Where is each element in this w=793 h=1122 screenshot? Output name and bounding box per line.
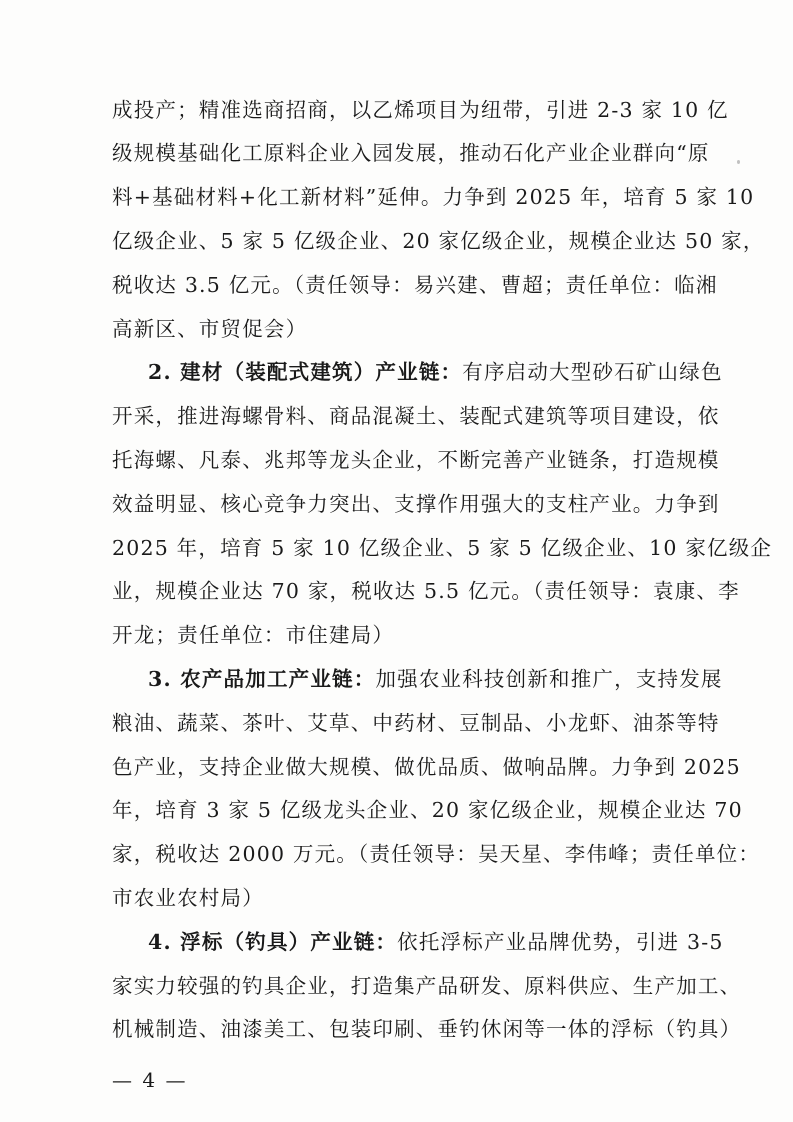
paragraph-line: 年，培育 3 家 5 亿级龙头企业、20 家亿级企业，规模企业达 70 [112,798,743,822]
section-first-line [148,667,723,691]
paragraph-line: 成投产；精准选商招商，以乙烯项目为纽带，引进 2-3 家 10 亿 [112,98,729,122]
section-text: 依托浮标产业品牌优势，引进 3-5 [397,930,724,954]
paragraph-line: 市农业农村局） [112,886,264,910]
section-first-line [148,360,723,384]
paragraph-line: 开采，推进海螺骨料、商品混凝土、装配式建筑等项目建设，依 [112,404,720,428]
paragraph-line: 开龙；责任单位：市住建局） [112,623,395,647]
paragraph-line: 机械制造、油漆美工、包装印刷、垂钓休闲等一体的浮标（钓具） [112,1017,742,1041]
section-text: 加强农业科技创新和推广，支持发展 [375,667,723,691]
paragraph-line: 粮油、蔬菜、茶叶、艾草、中药材、豆制品、小龙虾、油茶等特 [112,711,720,735]
paragraph-line: 业，规模企业达 70 家，税收达 5.5 亿元。（责任领导：袁康、李 [112,579,740,603]
section-text: 有序启动大型砂石矿山绿色 [462,360,723,384]
paragraph-line: 高新区、市贸促会） [112,317,308,341]
paragraph-line: 税收达 3.5 亿元。（责任领导：易兴建、曹超；责任单位：临湘 [112,273,718,297]
paragraph-line: 级规模基础化工原料企业入园发展，推动石化产业企业群向“原 [112,141,710,165]
paragraph-line: 家实力较强的钓具企业，打造集产品研发、原料供应、生产加工、 [112,974,742,998]
section-heading: 3. 农产品加工产业链： [148,667,376,691]
scan-speck [737,160,740,164]
paragraph-line: 效益明显、核心竞争力突出、支撑作用强大的支柱产业。力争到 [112,492,720,516]
paragraph-line: 2025 年，培育 5 家 10 亿级企业、5 家 5 亿级企业、10 家亿级企 [112,536,773,560]
paragraph-line: 色产业，支持企业做大规模、做优品质、做响品牌。力争到 2025 [112,755,741,779]
paragraph-line: 托海螺、凡泰、兆邦等龙头企业，不断完善产业链条，打造规模 [112,448,720,472]
page-number: — 4 — [112,1068,188,1092]
section-heading: 4. 浮标（钓具）产业链： [148,930,398,954]
section-heading: 2. 建材（装配式建筑）产业链： [148,360,463,384]
section-first-line [148,930,724,954]
paragraph-line: 亿级企业、5 家 5 亿级企业、20 家亿级企业，规模企业达 50 家， [112,229,765,253]
paragraph-line: 家，税收达 2000 万元。（责任领导：吴天星、李伟峰；责任单位： [112,842,761,866]
paragraph-line: 料+基础材料+化工新材料”延伸。力争到 2025 年，培育 5 家 10 [112,185,755,209]
